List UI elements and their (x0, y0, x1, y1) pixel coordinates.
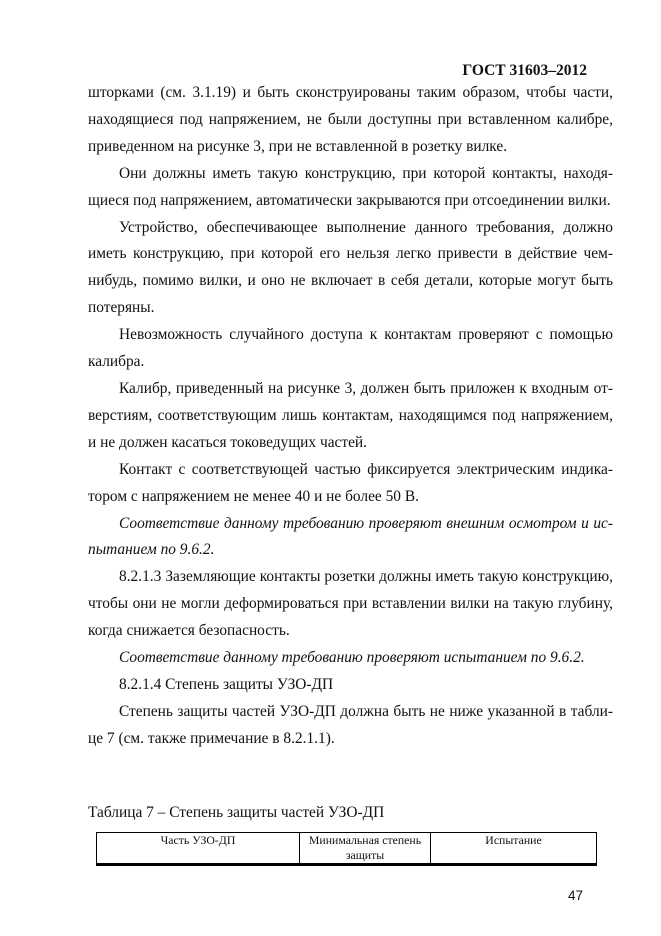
paragraph: Невозможность случайного доступа к контактам проверяют с помощью калибра. (88, 326, 613, 371)
paragraph: шторками (см. 3.1.19) и быть сконструированы таким образом, чтобы части, находящиеся под напряжением, не были доступны при вставленном калибре, приведенном на рисунке 3, при не вставленной в розетку вилке. (88, 84, 613, 155)
paragraph: Контакт с соответствующей частью фиксируется электрическим индика-тором с напряжением не менее 40 и не более 50 В. (88, 460, 613, 505)
table-7 (96, 832, 597, 866)
paragraph: Они должны иметь такую конструкцию, при которой контакты, находя-щиеся под напряжением, автоматически закрываются при отсоединении вилки. (88, 164, 613, 209)
clause-8-2-1-4-heading: 8.2.1.4 Степень защиты УЗО-ДП (119, 675, 334, 693)
column-header-test: Испытание (431, 833, 597, 865)
paragraph-italic: Соответствие данному требованию проверяют испытанием по 9.6.2. (119, 649, 585, 667)
page-number: 47 (567, 888, 583, 903)
clause-8-2-1-3: 8.2.1.3 Заземляющие контакты розетки должны иметь такую конструкцию, чтобы они не могли деформироваться при вставлении вилки на такую глубину, когда снижается безопасность. (88, 568, 613, 640)
paragraph: Степень защиты частей УЗО-ДП должна быть не ниже указанной в табли-це 7 (см. также примечание в 8.2.1.1). (88, 702, 613, 747)
table-caption: Таблица 7 – Степень защиты частей УЗО-ДП (88, 804, 385, 821)
paragraph: Устройство, обеспечивающее выполнение данного требования, должно иметь конструкцию, при которой его нельзя легко привести в действие чем-нибудь, помимо вилки, и оно не включает в себя детали, которые могут быть потеряны. (88, 218, 613, 317)
table-header-row (97, 833, 597, 865)
paragraph: Калибр, приведенный на рисунке 3, должен быть приложен к входным от-верстиям, соответствующим лишь контактам, находящимся под напряжением, и не должен касаться токоведущих частей. (88, 379, 613, 451)
document-code: ГОСТ 31603–2012 (462, 62, 587, 79)
paragraph-italic: Соответствие данному требованию проверяют внешним осмотром и ис-пытанием по 9.6.2. (88, 514, 613, 559)
column-header-min-protection: Минимальная степень защиты (300, 833, 431, 865)
column-header-part: Часть УЗО-ДП (97, 833, 300, 865)
body-text (88, 80, 613, 753)
